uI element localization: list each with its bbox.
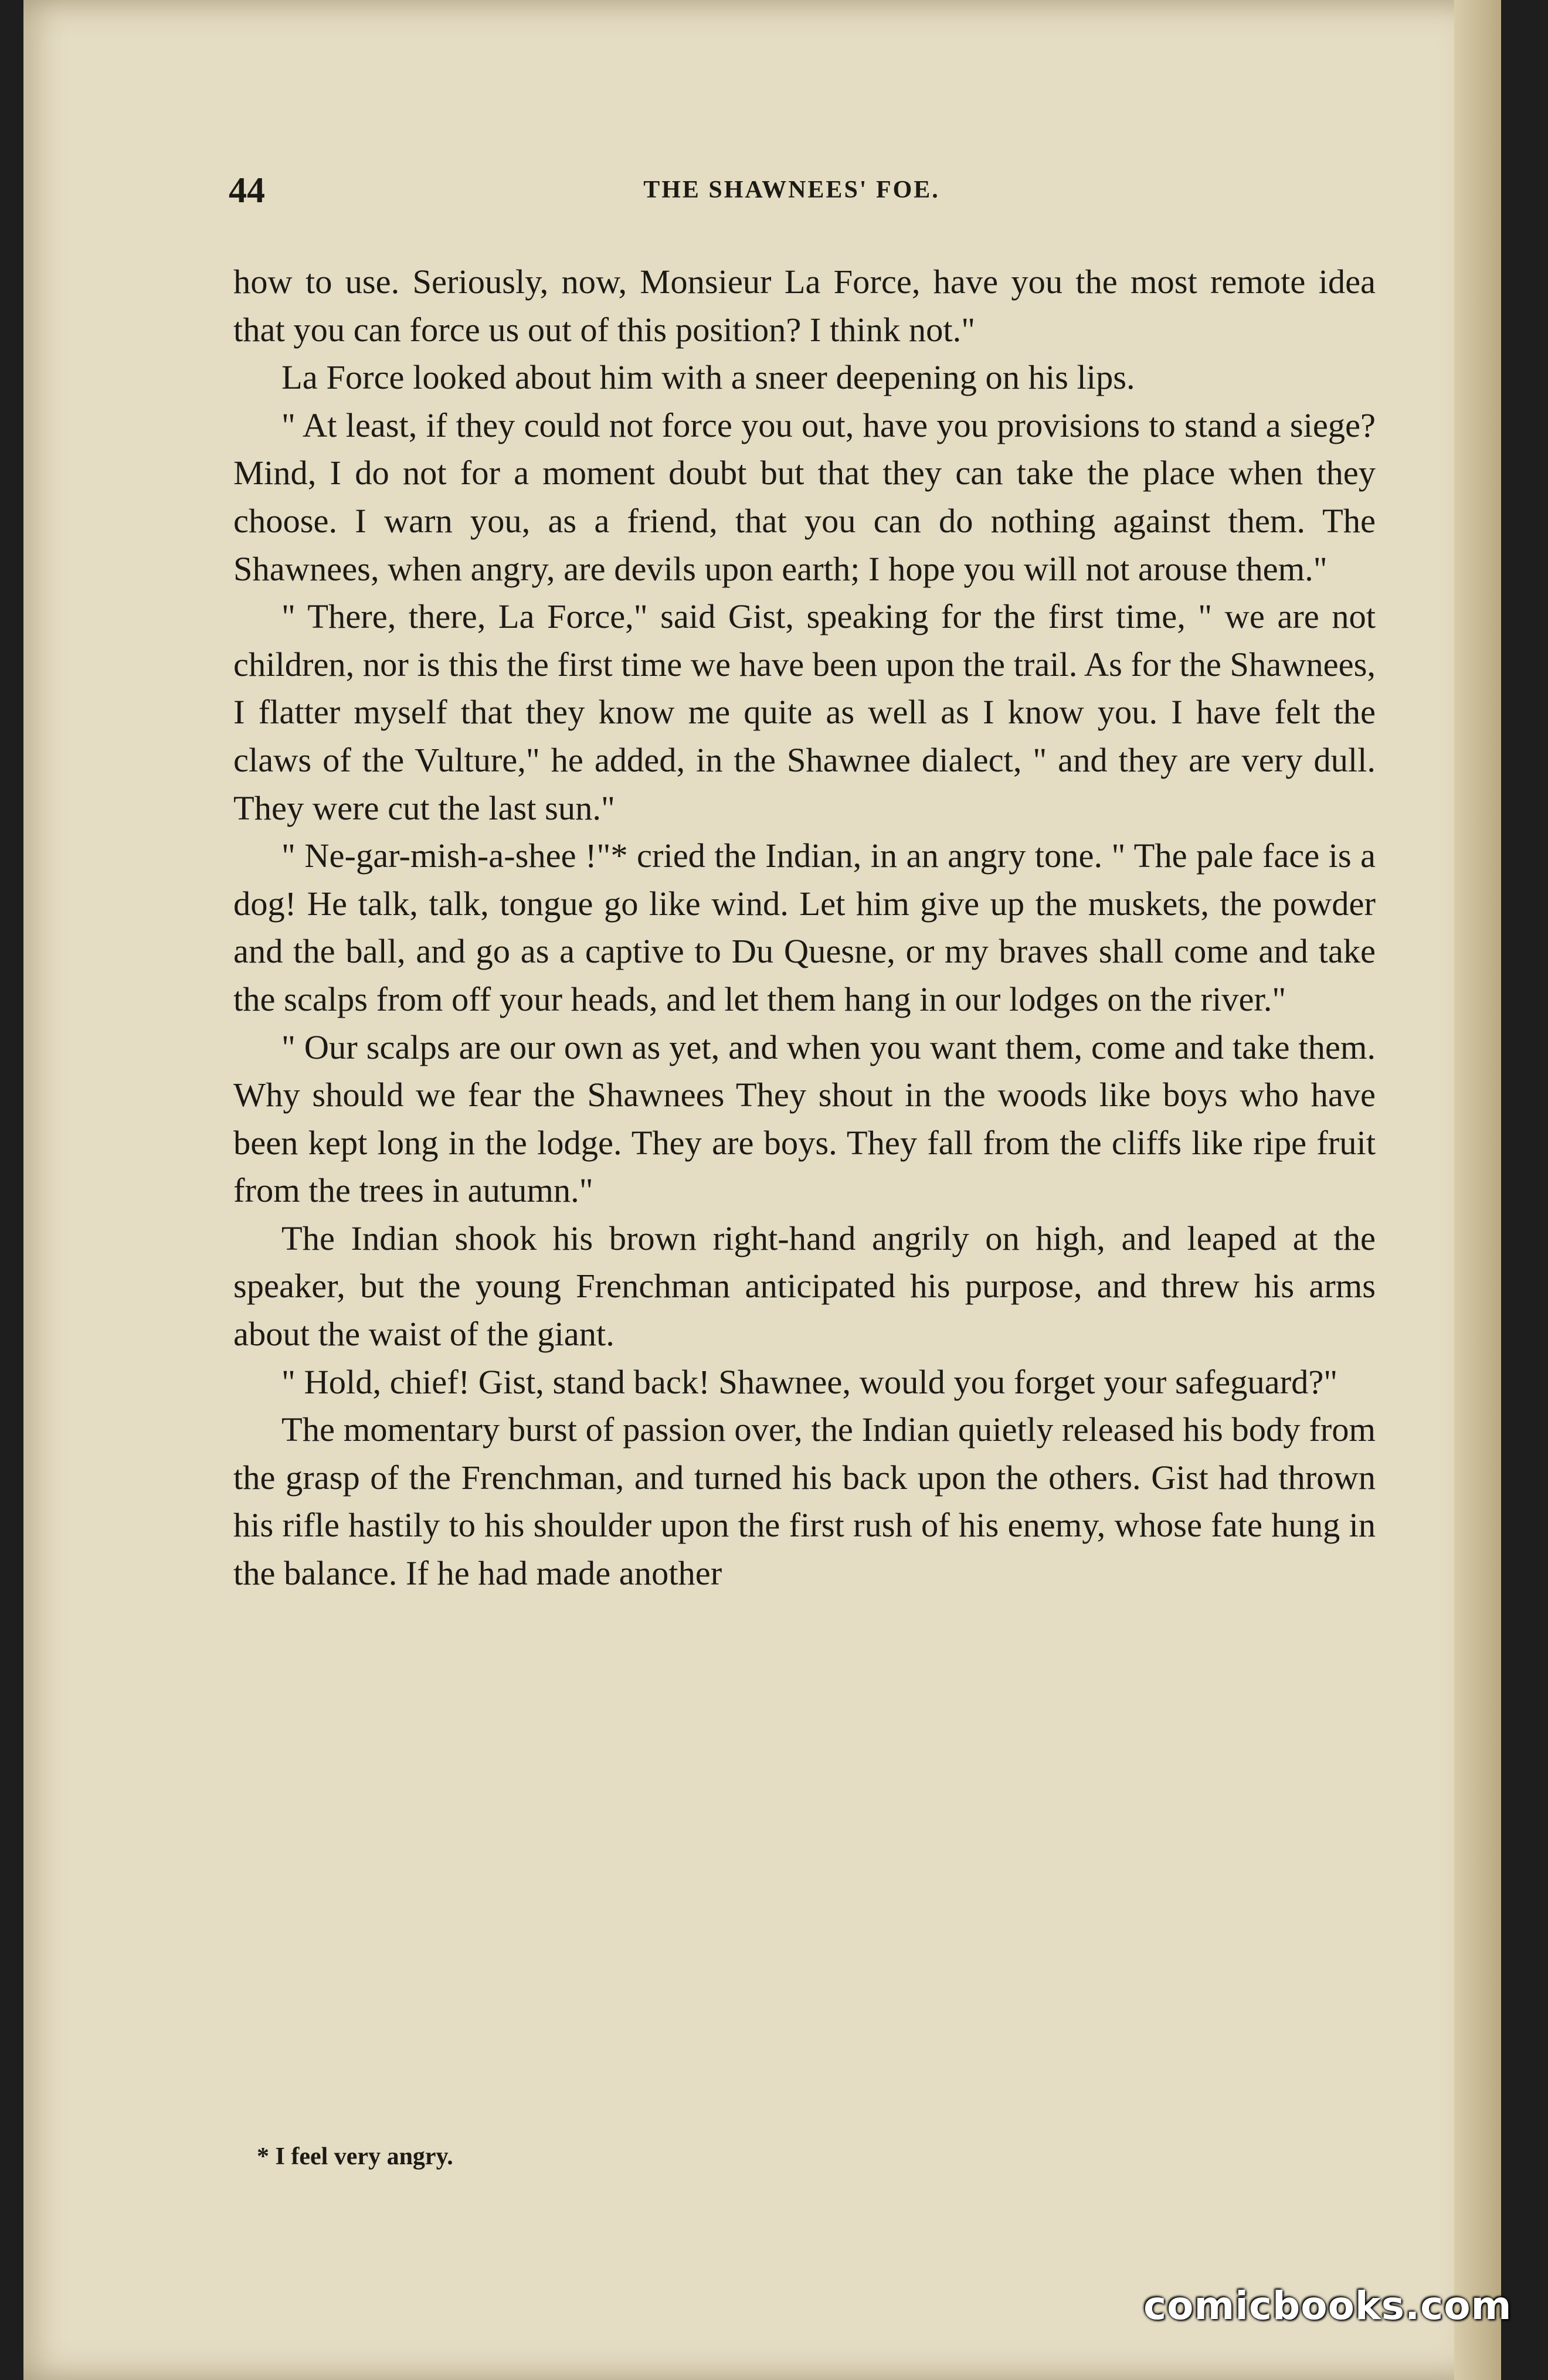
paragraph: " Our scalps are our own as yet, and when you want them, come and take them. Why should we fear the Shawnees They shout in the woods like boys who have been kept long in the lodge. They are boys. They fall from the cliffs like ripe fruit from the trees in autumn." (233, 1028, 1376, 1210)
watermark: comicbooks.com (1143, 2283, 1512, 2328)
running-title: THE SHAWNEES' FOE. (643, 176, 940, 203)
paragraph: La Force looked about him with a sneer deepening on his lips. (281, 358, 1135, 397)
running-head (205, 170, 1378, 217)
body-text (233, 258, 1376, 1597)
paragraph: " There, there, La Force," said Gist, speaking for the first time, " we are not children, nor is this the first time we have been upon the trail. As for the Shawnees, I flatter myself that they know me quite as well as I know you. I have felt the claws of the Vulture," he added, in the Shawnee dialect, " and they are very dull. They were cut the last sun." (233, 597, 1376, 827)
book-page (23, 0, 1501, 2380)
paragraph: " Ne-gar-mish-a-shee !"* cried the Indian, in an angry tone. " The pale face is a dog! He talk, talk, tongue go like wind. Let him give up the muskets, the powder and the ball, and go as a captive to Du Quesne, or my braves shall come and take the scalps from off your heads, and let them hang in our lodges on the river." (233, 837, 1376, 1018)
footnote: * I feel very angry. (257, 2143, 453, 2170)
paragraph: The Indian shook his brown right-hand angrily on high, and leaped at the speaker, but the young Frenchman anticipated his purpose, and threw his arms about the waist of the giant. (233, 1219, 1376, 1354)
page-edge (1454, 0, 1501, 2380)
paragraph: " At least, if they could not force you out, have you provisions to stand a siege? Mind, I do not for a moment doubt but that they can take the place when they choose. I warn you, as a friend, that you can do nothing against them. The Shawnees, when angry, are devils upon earth; I hope you will not arouse them." (233, 406, 1376, 588)
paragraph: how to use. Seriously, now, Monsieur La Force, have you the most remote idea that you can force us out of this position? I think not." (233, 263, 1376, 349)
paragraph: " Hold, chief! Gist, stand back! Shawnee, would you forget your safeguard?" (281, 1362, 1338, 1401)
paragraph: The momentary burst of passion over, the Indian quietly released his body from the grasp of the Frenchman, and turned his back upon the others. Gist had thrown his rifle hastily to his shoulder upon the first rush of his enemy, whose fate hung in the balance. If he had made another (233, 1410, 1376, 1593)
page-number: 44 (229, 171, 265, 210)
